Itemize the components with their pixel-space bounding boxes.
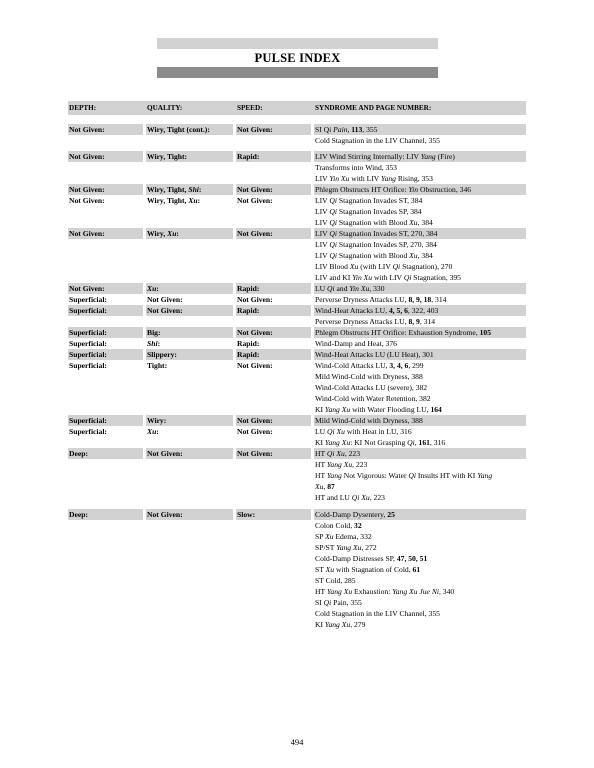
syndrome-line: Wind-Cold Attacks LU, 3, 4, 6, 299: [315, 361, 424, 370]
speed-cell: Not Given:: [236, 327, 311, 338]
speed-cell: Slow:: [236, 509, 311, 520]
syndrome-line: HT Yang Xu Exhaustion: Yang Xu Jue Ni, 340: [315, 587, 455, 596]
syndrome-line: ST Cold, 285: [315, 576, 356, 585]
depth-cell: Not Given:: [68, 228, 143, 239]
depth-cell: Superficial:: [68, 349, 143, 360]
syndrome-line: Transforms into Wind, 353: [315, 163, 397, 172]
syndrome-line: Wind-Heat Attacks LU, 4, 5, 6, 322, 403: [314, 305, 526, 316]
syndrome-line: LIV Qi Stagnation Invades ST, 270, 384: [314, 228, 526, 239]
syndrome-line: LIV Qi Stagnation with Blood Xu, 384: [315, 251, 433, 260]
table-row: [68, 448, 526, 503]
header-quality: QUALITY:: [147, 104, 183, 112]
header-depth: DEPTH:: [69, 104, 97, 112]
quality-cell: Big:: [146, 327, 233, 338]
table-row: [68, 360, 526, 415]
depth-cell: Not Given:: [68, 151, 143, 162]
table-header: [68, 101, 526, 115]
speed-cell: Not Given:: [236, 448, 311, 459]
table-row: [68, 294, 526, 305]
quality-cell: Slippery:: [146, 349, 233, 360]
syndrome-list: [314, 360, 526, 415]
speed-cell: Not Given:: [237, 295, 273, 304]
syndrome-list: [314, 184, 526, 195]
quality-cell: Wiry, Tight, Xu:: [147, 196, 201, 205]
header-speed: SPEED:: [237, 104, 263, 112]
syndrome-line: LU Qi and Yin Xu, 330: [314, 283, 526, 294]
syndrome-line: SP/ST Yang Xu, 272: [315, 543, 377, 552]
speed-cell: Not Given:: [236, 184, 311, 195]
depth-cell: Not Given:: [68, 184, 143, 195]
quality-cell: Not Given:: [147, 295, 183, 304]
speed-cell: Rapid:: [236, 305, 311, 316]
page-title: PULSE INDEX: [254, 51, 341, 65]
syndrome-line: KI Yang Xu, 279: [315, 620, 366, 629]
quality-cell: Xu:: [147, 427, 159, 436]
syndrome-line: SP Xu Edema, 332: [315, 532, 372, 541]
syndrome-line: LIV Qi Stagnation Invades SP, 270, 384: [315, 240, 437, 249]
speed-cell: Rapid:: [236, 349, 311, 360]
quality-cell: Not Given:: [146, 509, 233, 520]
syndrome-line: Cold-Damp Distresses SP, 47, 50, 51: [315, 554, 428, 563]
pulse-table: [68, 124, 526, 630]
syndrome-line: Colon Cold, 32: [315, 521, 362, 530]
syndrome-line: LIV Yin Xu with LIV Yang Rising, 353: [315, 174, 433, 183]
syndrome-list: [314, 426, 526, 448]
quality-cell: Wiry, Xu:: [146, 228, 233, 239]
depth-cell: Superficial:: [69, 427, 107, 436]
quality-cell: Wiry:: [146, 415, 233, 426]
speed-cell: Not Given:: [237, 361, 273, 370]
quality-cell: Wiry, Tight (cont.):: [146, 124, 233, 135]
syndrome-line: Mild Wind-Cold with Dryness, 388: [314, 415, 526, 426]
syndrome-line: Perverse Dryness Attacks LU, 8, 9, 314: [315, 317, 436, 326]
syndrome-list: [314, 349, 526, 360]
table-row: [68, 305, 526, 327]
table-row: [68, 228, 526, 283]
syndrome-line: LIV Wind Stirring Internally: LIV Yang (Fire): [314, 151, 526, 162]
syndrome-list: [314, 294, 526, 305]
table-row: [68, 124, 526, 146]
syndrome-line: LIV Qi Stagnation Invades ST, 384: [315, 196, 423, 205]
syndrome-line: SI Qi Pain, 113, 355: [314, 124, 526, 135]
title-top-bar: [157, 38, 438, 49]
syndrome-line: Cold Stagnation in the LIV Channel, 355: [315, 609, 440, 618]
syndrome-list: [314, 305, 526, 327]
depth-cell: Superficial:: [69, 361, 107, 370]
page-number: 494: [290, 737, 304, 747]
table-row: [68, 415, 526, 426]
syndrome-list: [314, 228, 526, 283]
syndrome-list: [314, 124, 526, 146]
depth-cell: Superficial:: [68, 415, 143, 426]
syndrome-line: SI Qi Pain, 355: [315, 598, 362, 607]
speed-cell: Rapid:: [236, 283, 311, 294]
speed-cell: Rapid:: [237, 339, 260, 348]
syndrome-line: HT Qi Xu, 223: [314, 448, 526, 459]
header-syndrome: SYNDROME AND PAGE NUMBER:: [315, 104, 432, 112]
syndrome-line: Xu, 87: [315, 482, 335, 491]
syndrome-list: [314, 448, 526, 503]
syndrome-line: KI Yang Xu with Water Flooding LU, 164: [315, 405, 442, 414]
table-row: [68, 327, 526, 338]
quality-cell: Xu:: [146, 283, 233, 294]
syndrome-line: Wind-Cold with Water Retention, 382: [315, 394, 431, 403]
quality-cell: Not Given:: [146, 448, 233, 459]
syndrome-line: LIV Qi Stagnation Invades SP, 384: [315, 207, 422, 216]
syndrome-line: Mild Wind-Cold with Dryness, 388: [315, 372, 423, 381]
syndrome-list: [314, 415, 526, 426]
syndrome-line: Cold Stagnation in the LIV Channel, 355: [315, 136, 440, 145]
syndrome-line: KI Yang Xu: KI Not Grasping Qi, 161, 316: [315, 438, 446, 447]
syndrome-line: LIV and KI Yin Xu with LIV Qi Stagnation, 395: [315, 273, 461, 282]
syndrome-line: HT Yang Xu, 223: [315, 460, 368, 469]
speed-cell: Not Given:: [236, 124, 311, 135]
syndrome-list: [314, 327, 526, 338]
syndrome-line: LIV Blood Xu (with LIV Qi Stagnation), 270: [315, 262, 453, 271]
syndrome-line: LU Qi Xu with Heat in LU, 316: [315, 427, 412, 436]
syndrome-list: [314, 283, 526, 294]
table-row: [68, 426, 526, 448]
quality-cell: Wiry, Tight, Shi:: [146, 184, 233, 195]
syndrome-line: HT Yang Not Vigorous: Water Qi Insults HT with KI Yang: [315, 471, 493, 480]
depth-cell: Not Given:: [69, 196, 105, 205]
depth-cell: Superficial:: [69, 295, 107, 304]
title-bottom-bar: [157, 67, 438, 78]
table-row: [68, 349, 526, 360]
syndrome-line: Phlegm Obstructs HT Orifice: Yin Obstruction, 346: [314, 184, 526, 195]
table-row: [68, 509, 526, 630]
syndrome-line: Wind-Heat Attacks LU (LU Heat), 301: [314, 349, 526, 360]
table-row: [68, 338, 526, 349]
syndrome-line: LIV Qi Stagnation with Blood Xu, 384: [315, 218, 433, 227]
speed-cell: Not Given:: [236, 415, 311, 426]
depth-cell: Superficial:: [68, 327, 143, 338]
table-row: [68, 195, 526, 228]
syndrome-line: Wind-Damp and Heat, 376: [315, 339, 397, 348]
depth-cell: Not Given:: [68, 283, 143, 294]
table-row: [68, 151, 526, 184]
syndrome-line: ST Xu with Stagnation of Cold, 61: [315, 565, 421, 574]
depth-cell: Not Given:: [68, 124, 143, 135]
speed-cell: Rapid:: [236, 151, 311, 162]
table-row: [68, 184, 526, 195]
speed-cell: Not Given:: [237, 427, 273, 436]
speed-cell: Not Given:: [236, 228, 311, 239]
quality-cell: Tight:: [147, 361, 168, 370]
depth-cell: Superficial:: [68, 305, 143, 316]
speed-cell: Not Given:: [237, 196, 273, 205]
depth-cell: Superficial:: [69, 339, 107, 348]
syndrome-list: [314, 509, 526, 630]
depth-cell: Deep:: [68, 448, 143, 459]
table-row: [68, 283, 526, 294]
syndrome-line: HT and LU Qi Xu, 223: [315, 493, 385, 502]
quality-cell: Not Given:: [146, 305, 233, 316]
title-block: [157, 38, 438, 78]
syndrome-list: [314, 338, 526, 349]
quality-cell: Wiry, Tight:: [146, 151, 233, 162]
syndrome-line: Perverse Dryness Attacks LU, 8, 9, 18, 314: [315, 295, 447, 304]
syndrome-line: Wind-Cold Attacks LU (severe), 382: [315, 383, 428, 392]
syndrome-list: [314, 151, 526, 184]
depth-cell: Deep:: [68, 509, 143, 520]
quality-cell: Shi:: [147, 339, 161, 348]
syndrome-line: Phlegm Obstructs HT Orifice: Exhaustion Syndrome, 105: [314, 327, 526, 338]
syndrome-list: [314, 195, 526, 228]
syndrome-line: Cold-Damp Dysentery, 25: [314, 509, 526, 520]
